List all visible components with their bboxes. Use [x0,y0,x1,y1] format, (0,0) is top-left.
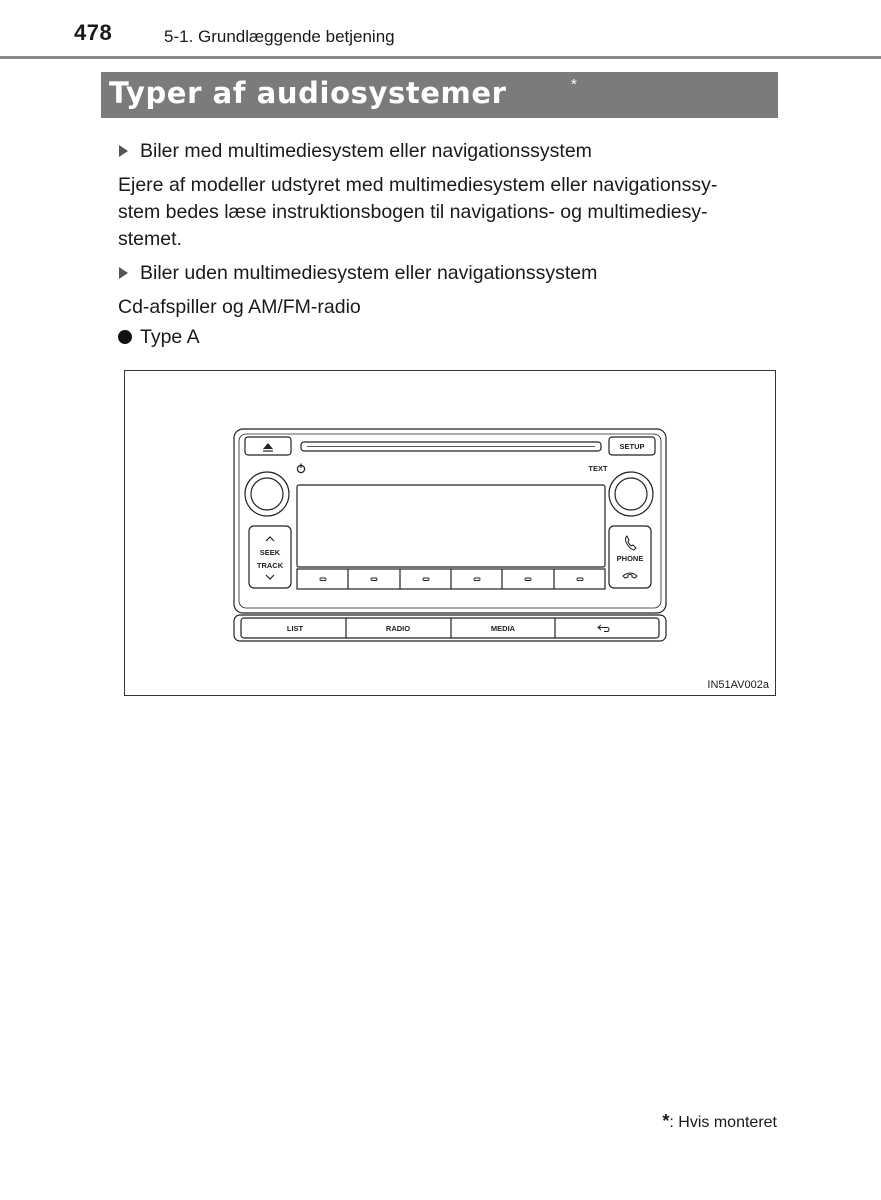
page-number: 478 [74,20,113,45]
paragraph-line: stem bedes læse instruktionsbogen til navigations- og multimediesy- [118,201,708,223]
phone-pickup-icon [626,536,637,550]
header-divider [0,56,881,59]
track-label: TRACK [256,561,284,570]
circle-bullet-icon [118,330,132,344]
power-icon [297,464,304,473]
bullet-text: Biler med multimediesystem eller navigationssystem [140,140,592,162]
bullet-text: Biler uden multimediesystem eller navigationssystem [140,262,598,284]
setup-label: SETUP [619,442,645,451]
type-label: Type A [140,326,200,348]
section-title-bar [101,72,778,118]
phone-hangup-icon [623,573,637,578]
audio-unit-figure [124,370,776,696]
audio-unit-illustration [125,371,775,695]
type-a-item [118,324,200,351]
list-label: LIST [286,624,304,633]
unit-outer-frame [234,429,666,613]
paragraph-line: stemet. [118,228,182,250]
seek-label: SEEK [259,548,281,557]
unit-inner-frame [239,434,661,608]
footnote [662,1111,777,1132]
section-title: Typer af audiosystemer [109,76,507,110]
title-asterisk: * [571,76,577,93]
footnote-text: : Hvis monteret [669,1114,777,1131]
bottom-button-row [241,618,659,638]
volume-knob-outer [245,472,289,516]
media-label: MEDIA [490,624,516,633]
section-path: 5-1. Grundlæggende betjening [164,27,395,46]
footnote-asterisk: * [662,1111,670,1131]
paragraph-line: Ejere af modeller udstyret med multimediesystem eller navigationssy- [118,174,718,196]
bullet-item-with-system [119,138,592,165]
text-label: TEXT [588,464,608,473]
cd-radio-heading: Cd-afspiller og AM/FM-radio [118,296,361,318]
display-screen [297,485,605,567]
paragraph-owners [118,172,773,253]
eject-icon [263,443,273,451]
triangle-bullet-icon [119,145,128,157]
tune-knob-inner [615,478,647,510]
triangle-bullet-icon [119,267,128,279]
phone-label: PHONE [616,554,644,563]
bullet-item-without-system [119,260,597,287]
back-icon [598,625,609,632]
radio-label: RADIO [385,624,411,633]
figure-code: IN51AV002a [707,679,769,691]
chevron-down-icon [266,575,274,579]
volume-knob-inner [251,478,283,510]
chevron-up-icon [266,537,274,541]
